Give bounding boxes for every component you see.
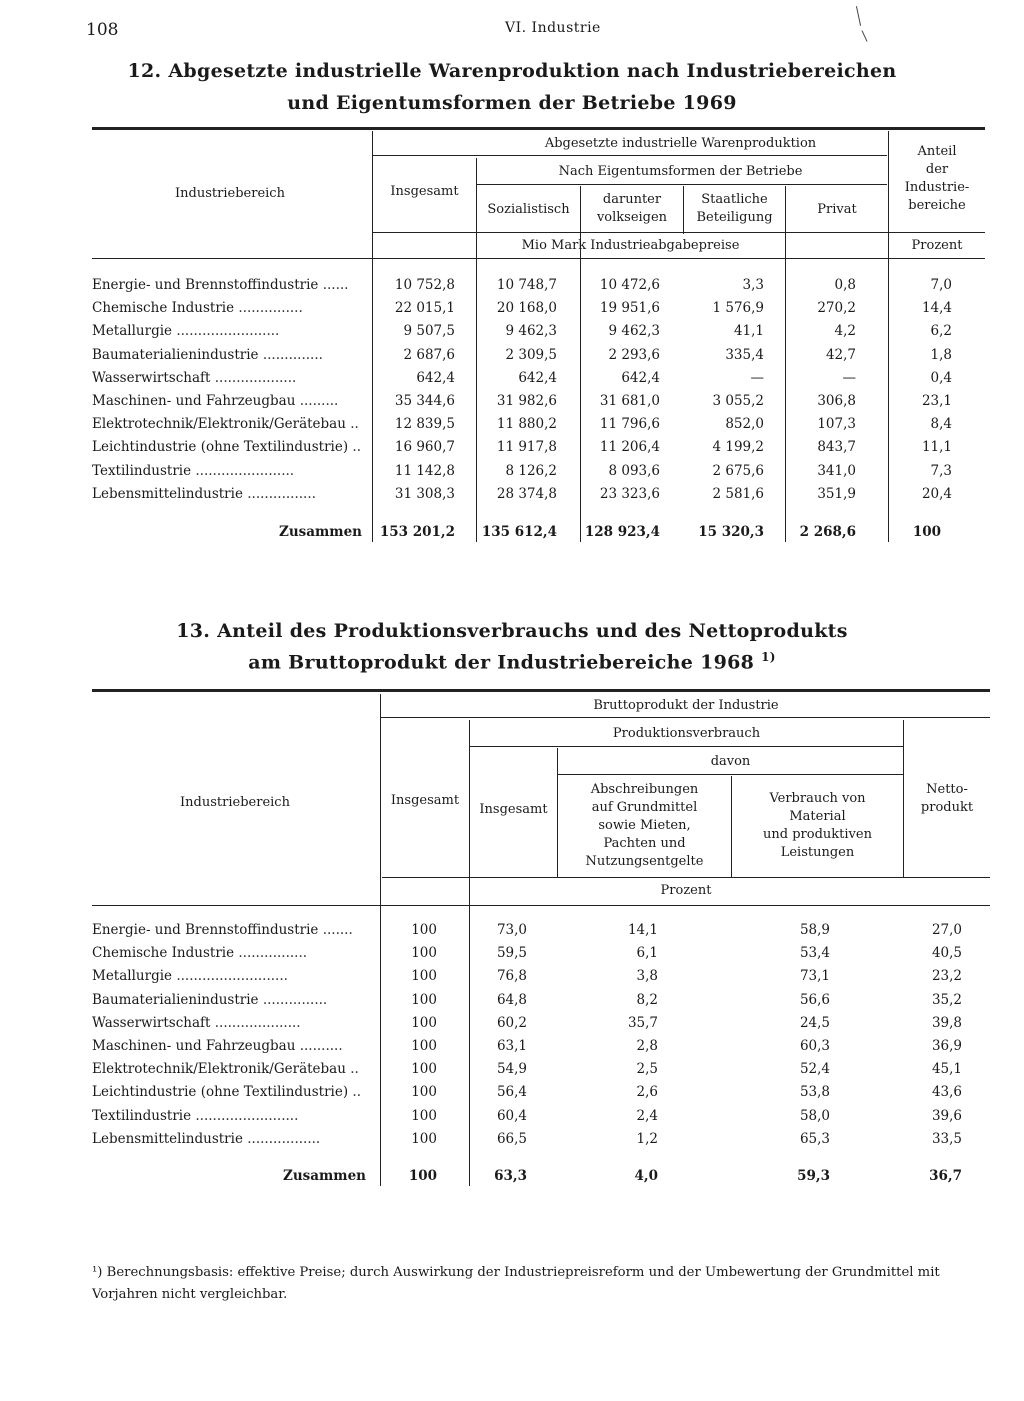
table13-total-pv: 63,3 xyxy=(494,1168,527,1184)
table12-cell-anteil: 7,0 xyxy=(930,277,952,293)
table12-col-insgesamt xyxy=(373,274,455,506)
table13-cell-abschr: 2,6 xyxy=(636,1084,658,1101)
table12-row-label: Leichtindustrie (ohne Textilindustrie) .. xyxy=(92,439,362,456)
leader-dots: ....................... xyxy=(195,462,295,479)
leader-dots: ...... xyxy=(322,277,349,293)
table12-header-privat: Privat xyxy=(817,202,857,217)
table12-row-label: Maschinen- und Fahrzeugbau ......... xyxy=(92,393,339,410)
table12-row-label: Chemische Industrie ............... xyxy=(92,300,303,317)
table12-cell-insgesamt: 31 308,3 xyxy=(394,485,455,502)
table12-col-sozialistisch xyxy=(477,274,557,506)
table12-cell-volkseigen: 31 681,0 xyxy=(599,393,660,410)
table13-cell-pv: 66,5 xyxy=(496,1130,527,1147)
table13-title-line1: 13. Anteil des Produktionsverbrauchs und des Nettoprodukts xyxy=(176,620,848,642)
table13-cell-insgesamt: 100 xyxy=(411,945,437,962)
table13-cell-netto: 33,5 xyxy=(931,1130,962,1147)
table13-cell-netto: 43,6 xyxy=(931,1084,962,1101)
table13-row-label: Lebensmittelindustrie ................. xyxy=(92,1130,321,1147)
table12-row-labels xyxy=(92,274,367,506)
table13-cell-abschr: 14,1 xyxy=(627,922,658,938)
table12-col-staatlich xyxy=(684,274,764,506)
table13-cell-abschr: 3,8 xyxy=(636,968,658,985)
table13-cell-insgesamt: 100 xyxy=(411,1084,437,1101)
table13-cell-pv: 54,9 xyxy=(496,1061,527,1078)
table13-cell-verbr: 53,4 xyxy=(799,945,830,962)
table12-title-line1: 12. Abgesetzte industrielle Warenproduktion nach Industriebereichen xyxy=(127,60,897,82)
table12-total-anteil: 100 xyxy=(912,524,941,540)
table12-row-label: Lebensmittelindustrie ................ xyxy=(92,485,316,502)
table13-col-netto xyxy=(904,919,962,1151)
leader-dots: ................ xyxy=(247,485,316,502)
table13-cell-netto: 45,1 xyxy=(931,1061,962,1078)
table13-row-label: Textilindustrie ........................ xyxy=(92,1107,299,1124)
table13-cell-abschr: 2,5 xyxy=(636,1061,658,1078)
table12-cell-anteil: 11,1 xyxy=(921,439,952,456)
table13-cell-insgesamt: 100 xyxy=(411,1107,437,1124)
table13-row-label: Metallurgie .......................... xyxy=(92,968,288,985)
page-number: 108 xyxy=(86,20,119,40)
table12-total-staatlich: 15 320,3 xyxy=(698,524,764,540)
table12-cell-insgesamt: 9 507,5 xyxy=(403,323,455,340)
table13-header-netto: Netto- produkt xyxy=(920,782,974,815)
table12-total-insgesamt: 153 201,2 xyxy=(379,524,455,540)
table12-cell-staatlich: 41,1 xyxy=(733,323,764,340)
leader-dots: ................... xyxy=(214,369,297,386)
table12-header-insgesamt: Insgesamt xyxy=(390,184,459,199)
leader-dots: ....... xyxy=(322,922,353,938)
table13-total-netto: 36,7 xyxy=(929,1168,962,1184)
table12-cell-anteil: 8,4 xyxy=(930,416,952,433)
table13-cell-abschr: 6,1 xyxy=(636,945,658,962)
table13-total-abschreibungen: 4,0 xyxy=(634,1168,658,1184)
table12-cell-anteil: 6,2 xyxy=(930,323,952,340)
table13-cell-pv: 63,1 xyxy=(496,1038,527,1055)
table13-cell-verbr: 24,5 xyxy=(799,1014,830,1031)
table12-col-volkseigen xyxy=(581,274,660,506)
leader-dots: ............... xyxy=(238,300,303,317)
table13-cell-pv: 60,2 xyxy=(496,1014,527,1031)
table12-row-label: Textilindustrie ....................... xyxy=(92,462,295,479)
leader-dots: ........................ xyxy=(176,323,280,340)
table12-total-volkseigen: 128 923,4 xyxy=(584,524,660,540)
table12-cell-anteil: 14,4 xyxy=(921,300,952,317)
table13-cell-pv: 64,8 xyxy=(496,991,527,1008)
table13-cell-abschr: 2,8 xyxy=(636,1038,658,1055)
table13-total-verbrauch: 59,3 xyxy=(797,1168,830,1184)
table13-header-abschreibungen: Abschreibungen auf Grundmittel sowie Mieten, Pachten und Nutzungsentgelte xyxy=(585,782,704,869)
table13-cell-insgesamt: 100 xyxy=(411,1061,437,1078)
table13-cell-netto: 40,5 xyxy=(931,945,962,962)
table12-cell-staatlich: 335,4 xyxy=(725,346,764,363)
footnote-text: Berechnungsbasis: effektive Preise; durch Auswirkung der Industriepreisreform und der Umbewertung der Grundmittel mit Vorjahren nicht vergleichbar. xyxy=(92,1265,940,1302)
table12-cell-privat: 341,0 xyxy=(817,462,856,479)
table13-row-label: Leichtindustrie (ohne Textilindustrie) .. xyxy=(92,1084,362,1101)
table12-cell-volkseigen: 11 796,6 xyxy=(599,416,660,433)
leader-dots: .. xyxy=(352,439,362,456)
table12-cell-sozialistisch: 11 880,2 xyxy=(496,416,557,433)
table13-header-pv-insgesamt: Insgesamt xyxy=(479,802,548,817)
table12-cell-sozialistisch: 31 982,6 xyxy=(496,393,557,410)
table13-cell-pv: 76,8 xyxy=(496,968,527,985)
table12-cell-anteil: 20,4 xyxy=(921,485,952,502)
table12-total-sozialistisch: 135 612,4 xyxy=(481,524,557,540)
table12-cell-staatlich: 852,0 xyxy=(725,416,764,433)
table13-cell-insgesamt: 100 xyxy=(411,968,437,985)
table12-row-label: Baumaterialienindustrie .............. xyxy=(92,346,323,363)
table13-cell-pv: 60,4 xyxy=(496,1107,527,1124)
table13-cell-netto: 27,0 xyxy=(931,922,962,938)
table12-col-anteil xyxy=(889,274,952,506)
table13-col-abschreibungen xyxy=(558,919,658,1151)
table12-cell-privat: 843,7 xyxy=(817,439,856,456)
table12-cell-anteil: 0,4 xyxy=(930,369,952,386)
table12-cell-insgesamt: 11 142,8 xyxy=(394,462,455,479)
leader-dots: .......................... xyxy=(176,968,288,985)
table13-cell-abschr: 1,2 xyxy=(636,1130,658,1147)
table12-row-label: Wasserwirtschaft ................... xyxy=(92,369,297,386)
table13-cell-verbr: 58,9 xyxy=(799,922,830,938)
running-head: VI. Industrie xyxy=(505,20,601,36)
table13-cell-netto: 23,2 xyxy=(931,968,962,985)
leader-dots: .......... xyxy=(299,1038,343,1055)
table13-total-insgesamt: 100 xyxy=(408,1168,437,1184)
table13-cell-abschr: 2,4 xyxy=(636,1107,658,1124)
table12-header-anteil: Anteil der Industrie- bereiche xyxy=(904,144,970,213)
table12-cell-insgesamt: 16 960,7 xyxy=(394,439,455,456)
table12-header-unit: Mio Mark Industrieabgabepreise xyxy=(521,238,740,253)
table12-total-label: Zusammen xyxy=(279,524,362,540)
table12-cell-volkseigen: 9 462,3 xyxy=(608,323,660,340)
table12-cell-sozialistisch: 9 462,3 xyxy=(505,323,557,340)
table13-cell-pv: 73,0 xyxy=(496,922,527,938)
table12-cell-privat: 306,8 xyxy=(817,393,856,410)
table12-cell-privat: 107,3 xyxy=(817,416,856,433)
table13-row-label: Energie- und Brennstoffindustrie ....... xyxy=(92,922,353,938)
scan-mark xyxy=(856,6,861,26)
table13-cell-insgesamt: 100 xyxy=(411,991,437,1008)
table12-cell-privat: 4,2 xyxy=(834,323,856,340)
table12-cell-staatlich: 3,3 xyxy=(742,277,764,293)
table13-cell-netto: 36,9 xyxy=(931,1038,962,1055)
table12-cell-sozialistisch: 642,4 xyxy=(518,369,557,386)
table13-cell-netto: 35,2 xyxy=(931,991,962,1008)
table13-header-group: Bruttoprodukt der Industrie xyxy=(593,698,779,713)
table13-header-insgesamt: Insgesamt xyxy=(390,793,460,808)
table12-cell-anteil: 1,8 xyxy=(930,346,952,363)
table13-cell-verbr: 73,1 xyxy=(799,968,830,985)
table13-col-insgesamt xyxy=(381,919,437,1151)
table12-header-volkseigen: darunter volkseigen xyxy=(596,192,668,225)
table12-cell-insgesamt: 12 839,5 xyxy=(394,416,455,433)
table13-header-unit: Prozent xyxy=(660,883,712,898)
table13-cell-netto: 39,8 xyxy=(931,1014,962,1031)
table12-cell-volkseigen: 8 093,6 xyxy=(608,462,660,479)
table12-cell-sozialistisch: 10 748,7 xyxy=(496,277,557,293)
table12-cell-privat: 270,2 xyxy=(817,300,856,317)
table13-row-label: Maschinen- und Fahrzeugbau .......... xyxy=(92,1038,343,1055)
table13-cell-pv: 56,4 xyxy=(496,1084,527,1101)
leader-dots: ............... xyxy=(262,991,328,1008)
table13-cell-pv: 59,5 xyxy=(496,945,527,962)
table13-row-label: Chemische Industrie ................ xyxy=(92,945,308,962)
table12-cell-sozialistisch: 11 917,8 xyxy=(496,439,557,456)
leader-dots: ................. xyxy=(247,1130,321,1147)
table12-cell-volkseigen: 642,4 xyxy=(621,369,660,386)
table12-row-label: Metallurgie ........................ xyxy=(92,323,280,340)
table13-cell-netto: 39,6 xyxy=(931,1107,962,1124)
table13-title-line2: am Bruttoprodukt der Industriebereiche 1968 $^{1)}$ xyxy=(248,650,776,674)
table13-header-industriebereich: Industriebereich xyxy=(180,795,290,810)
table12-cell-privat: 42,7 xyxy=(825,346,856,363)
table13-header-davon: davon xyxy=(710,754,751,769)
scan-mark xyxy=(862,30,868,41)
table12-cell-privat: 351,9 xyxy=(817,485,856,502)
table13-cell-insgesamt: 100 xyxy=(411,1038,437,1055)
table13-row-label: Baumaterialienindustrie ............... xyxy=(92,991,328,1008)
table12-cell-insgesamt: 22 015,1 xyxy=(394,300,455,317)
table13-cell-verbr: 60,3 xyxy=(799,1038,830,1055)
table12-header-group: Abgesetzte industrielle Warenproduktion xyxy=(544,136,817,151)
table12-header-sozialistisch: Sozialistisch xyxy=(487,202,570,217)
table12-header-subgroup: Nach Eigentumsformen der Betriebe xyxy=(558,164,803,179)
table13-header-subgroup: Produktionsverbrauch xyxy=(612,726,761,741)
table12-cell-anteil: 7,3 xyxy=(930,462,952,479)
table13-cell-verbr: 56,6 xyxy=(799,991,830,1008)
table13-total-label: Zusammen xyxy=(283,1168,366,1184)
table12-cell-sozialistisch: 2 309,5 xyxy=(505,346,557,363)
table12-row-label: Energie- und Brennstoffindustrie ...... xyxy=(92,277,349,293)
table12-cell-staatlich: 3 055,2 xyxy=(712,393,764,410)
table12-cell-staatlich: 2 581,6 xyxy=(712,485,764,502)
leader-dots: ................ xyxy=(238,945,308,962)
table12-cell-volkseigen: 2 293,6 xyxy=(608,346,660,363)
table13-row-labels xyxy=(92,919,377,1151)
table12-cell-staatlich: — xyxy=(750,369,764,386)
leader-dots: .. xyxy=(350,1061,359,1078)
table12-cell-volkseigen: 11 206,4 xyxy=(599,439,660,456)
table12-cell-privat: 0,8 xyxy=(834,277,856,293)
table12-cell-staatlich: 1 576,9 xyxy=(712,300,764,317)
table12-total-privat: 2 268,6 xyxy=(799,524,856,540)
leader-dots: ........................ xyxy=(195,1107,299,1124)
table12-cell-anteil: 23,1 xyxy=(921,393,952,410)
leader-dots: .. xyxy=(352,1084,362,1101)
table12-cell-staatlich: 4 199,2 xyxy=(712,439,764,456)
table12-cell-sozialistisch: 20 168,0 xyxy=(496,300,557,317)
table12-cell-volkseigen: 23 323,6 xyxy=(599,485,660,502)
footnote xyxy=(92,1262,992,1306)
table12-cell-insgesamt: 35 344,6 xyxy=(394,393,455,410)
table13-col-pv xyxy=(470,919,527,1151)
table13-cell-verbr: 52,4 xyxy=(799,1061,830,1078)
table13-cell-verbr: 53,8 xyxy=(799,1084,830,1101)
table12-header-industriebereich: Industriebereich xyxy=(175,186,285,201)
table12-cell-privat: — xyxy=(842,369,856,386)
table12-cell-volkseigen: 10 472,6 xyxy=(599,277,660,293)
table13-col-verbrauch xyxy=(732,919,830,1151)
table12-title-line2: und Eigentumsformen der Betriebe 1969 xyxy=(287,92,737,114)
table12-header-staatlich: Staatliche Beteiligung xyxy=(696,192,773,225)
footnote-mark: ¹) xyxy=(92,1265,103,1280)
table13-title-footnote-mark: 1) xyxy=(761,650,776,664)
table12-cell-insgesamt: 2 687,6 xyxy=(403,346,455,363)
table13-row-label: Elektrotechnik/Elektronik/Gerätebau .. xyxy=(92,1061,359,1078)
table13-cell-abschr: 8,2 xyxy=(636,991,658,1008)
table12-cell-volkseigen: 19 951,6 xyxy=(599,300,660,317)
table12-header-unit-share: Prozent xyxy=(911,238,963,253)
table12-cell-staatlich: 2 675,6 xyxy=(712,462,764,479)
leader-dots: .............. xyxy=(262,346,323,363)
table12-cell-sozialistisch: 8 126,2 xyxy=(505,462,557,479)
table12-cell-sozialistisch: 28 374,8 xyxy=(496,485,557,502)
table13-cell-insgesamt: 100 xyxy=(411,1014,437,1031)
table13-cell-verbr: 58,0 xyxy=(799,1107,830,1124)
table13-cell-insgesamt: 100 xyxy=(411,1130,437,1147)
table13-cell-abschr: 35,7 xyxy=(627,1014,658,1031)
leader-dots: ......... xyxy=(299,393,339,410)
leader-dots: .. xyxy=(350,416,359,433)
table13-header-verbrauch: Verbrauch von Material und produktiven Leistungen xyxy=(763,791,872,860)
leader-dots: .................... xyxy=(214,1014,301,1031)
table13-row-label: Wasserwirtschaft .................... xyxy=(92,1014,301,1031)
table12-row-label: Elektrotechnik/Elektronik/Gerätebau .. xyxy=(92,416,359,433)
table13-cell-verbr: 65,3 xyxy=(799,1130,830,1147)
table12-cell-insgesamt: 642,4 xyxy=(416,369,455,386)
table12-col-privat xyxy=(786,274,856,506)
table13-cell-insgesamt: 100 xyxy=(411,922,437,938)
table12-cell-insgesamt: 10 752,8 xyxy=(394,277,455,293)
